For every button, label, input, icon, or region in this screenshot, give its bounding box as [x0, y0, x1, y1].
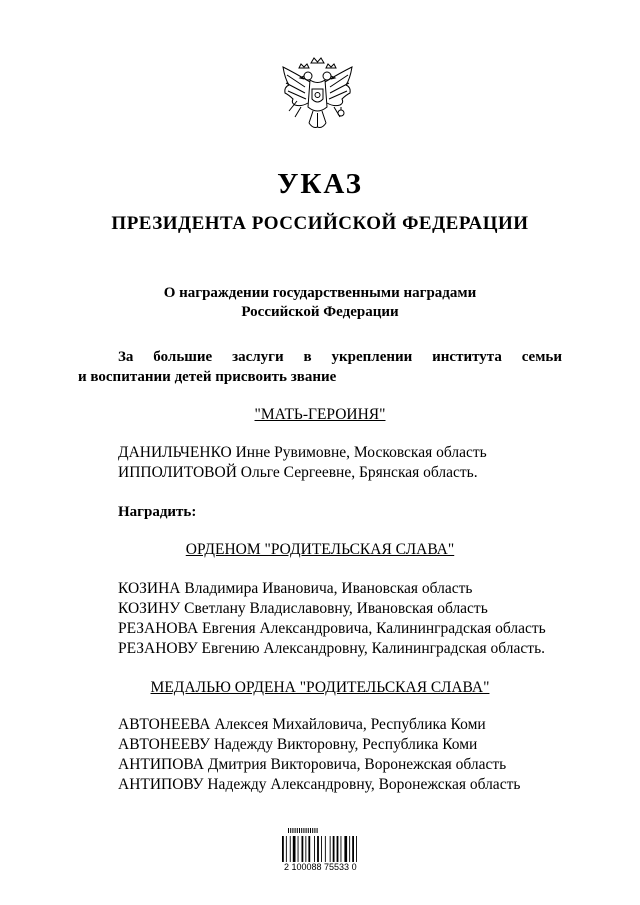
recipient-list-order — [118, 579, 546, 659]
recipient-entry: РЕЗАНОВА Евгения Александровича, Калининградская область — [118, 620, 546, 637]
preamble-line-1: За большие заслуги в укреплении института семьи — [118, 349, 562, 365]
recipient-entry: КОЗИНУ Светлану Владиславовну, Ивановская область — [118, 600, 488, 617]
barcode-number: 2 100088 75533 0 — [284, 862, 357, 872]
recipient-entry: АВТОНЕЕВУ Надежду Викторовну, Республика Коми — [118, 736, 478, 753]
barcode — [280, 822, 370, 866]
document-subtitle: ПРЕЗИДЕНТА РОССИЙСКОЙ ФЕДЕРАЦИИ — [111, 213, 529, 234]
section-title-medal-parental-glory: МЕДАЛЬЮ ОРДЕНА "РОДИТЕЛЬСКАЯ СЛАВА" — [150, 679, 490, 696]
coat-of-arms-emblem — [275, 55, 360, 145]
decree-heading-line-1: О награждении государственными наградами — [163, 285, 477, 301]
recipient-entry: АВТОНЕЕВА Алексея Михайловича, Республика Коми — [118, 716, 486, 733]
recipient-entry: КОЗИНА Владимира Ивановича, Ивановская область — [118, 580, 473, 597]
recipient-entry: АНТИПОВА Дмитрия Викторовича, Воронежская область — [118, 756, 507, 773]
recipient-list-medal — [118, 715, 520, 795]
recipient-entry: ИППОЛИТОВОЙ Ольге Сергеевне, Брянская область. — [118, 464, 478, 481]
recipient-list-mother-heroine — [118, 443, 487, 483]
preamble-line-2: и воспитании детей присвоить звание — [78, 369, 337, 385]
recipient-entry: ДАНИЛЬЧЕНКО Инне Рувимовне, Московская область — [118, 444, 487, 461]
decree-heading-line-2: Российской Федерации — [241, 304, 399, 320]
section-title-order-parental-glory: ОРДЕНОМ "РОДИТЕЛЬСКАЯ СЛАВА" — [185, 541, 455, 558]
award-label: Наградить: — [118, 504, 197, 520]
recipient-entry: АНТИПОВУ Надежду Александровну, Воронежская область — [118, 776, 521, 793]
document-title: УКАЗ — [277, 168, 363, 200]
section-title-mother-heroine: "МАТЬ-ГЕРОИНЯ" — [254, 406, 386, 423]
recipient-entry: РЕЗАНОВУ Евгению Александровну, Калининградская область. — [118, 640, 546, 657]
